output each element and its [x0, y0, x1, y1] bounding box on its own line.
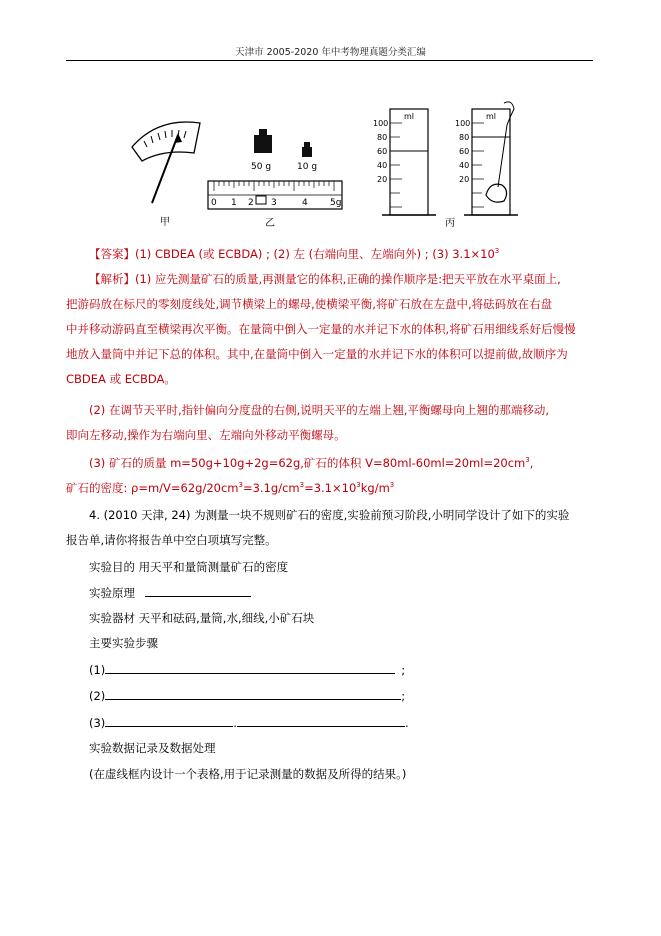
density-exp-4: 3 — [389, 481, 395, 489]
step-2-number: (2) — [89, 689, 106, 703]
cylinder2-tick-40: 40 — [459, 161, 470, 170]
label-yi: 乙 — [265, 218, 275, 229]
density-text-c: =3.1×10 — [304, 481, 357, 495]
question4-line-2: 报告单,请你将报告单中空白项填写完整。 — [66, 533, 277, 547]
experiment-purpose: 实验目的 用天平和量筒测量矿石的密度 — [89, 560, 289, 574]
step-2-end: ; — [401, 689, 406, 703]
step-1-end: ; — [401, 663, 406, 677]
label-jia: 甲 — [160, 217, 170, 228]
step-1-number: (1) — [89, 663, 106, 677]
step-2-blank[interactable] — [105, 688, 401, 700]
cylinder2-tick-20: 20 — [459, 175, 470, 184]
rider-scale-illustration — [208, 181, 342, 229]
cylinder1-tick-80: 80 — [377, 133, 388, 142]
weights-illustration — [251, 129, 317, 172]
analysis-line-3: 中并移动游码直至横梁再次平衡。在量筒中倒入一定量的水并记下水的体积,将矿石用细线系好后慢慢 — [66, 322, 576, 336]
analysis-line-2: 把游码放在标尺的零刻度线处,调节横梁上的螺母,使横梁平衡,将矿石放在左盘中,将砝码放在右盘 — [66, 297, 553, 311]
mass-volume-end: , — [529, 456, 534, 470]
cylinder-rock-illustration — [445, 102, 518, 229]
answer-label: 【答案】 — [89, 247, 135, 261]
cylinder1-tick-100: 100 — [373, 119, 389, 128]
header-divider — [66, 60, 593, 61]
cylinder2-tick-80: 80 — [459, 133, 470, 142]
answer-line — [89, 247, 499, 261]
cylinder1-unit: ml — [404, 112, 415, 121]
analysis-line-1 — [89, 272, 561, 286]
cylinder1-tick-60: 60 — [377, 147, 388, 156]
step-3-end: . — [404, 716, 409, 730]
density-text-a: 矿石的密度: ρ=m/V=62g/20cm — [66, 481, 239, 495]
density-exp-2: 3 — [299, 481, 305, 489]
analysis-line-8 — [89, 456, 533, 470]
ruler-tick-1: 1 — [231, 198, 237, 208]
steps-title: 主要实验步骤 — [89, 636, 158, 650]
step-1 — [89, 662, 405, 677]
experiment-principle — [89, 585, 251, 600]
density-text-d: kg/m — [360, 481, 390, 495]
principle-blank[interactable] — [145, 585, 251, 597]
analysis-text-1: (1) 应先测量矿石的质量,再测量它的体积,正确的操作顺序是:把天平放在水平桌面上, — [135, 272, 561, 286]
principle-label: 实验原理 — [89, 586, 135, 600]
density-text-b: =3.1g/cm — [242, 481, 300, 495]
cylinder1-tick-40: 40 — [377, 161, 388, 170]
cylinder2-unit: ml — [486, 112, 497, 121]
page-header-title: 天津市 2005-2020 年中考物理真题分类汇编 — [235, 47, 426, 58]
step-3 — [89, 715, 409, 730]
analysis-line-4: 地放入量筒中并记下总的体积。其中,在量筒中倒入一定量的水并记下水的体积可以提前做,故顺序为 — [66, 347, 568, 361]
density-exp-3: 3 — [356, 481, 361, 489]
cylinder-water-illustration — [373, 109, 436, 215]
weight-label-10g: 10 g — [297, 162, 318, 172]
cylinder2-tick-60: 60 — [459, 147, 470, 156]
question4-line-1: 4. (2010 天津, 24) 为测量一块不规则矿石的密度,实验前预习阶段,小明同学设计了如下的实验 — [89, 508, 570, 522]
answer-exponent: 3 — [494, 247, 500, 255]
label-bing: 丙 — [445, 218, 455, 229]
step-3-blank-a[interactable] — [105, 715, 233, 727]
analysis-line-7: 即向左移动,操作为右端向里、左端向外移动平衡螺母。 — [66, 428, 346, 442]
ruler-tick-4: 4 — [302, 198, 308, 208]
weight-label-50g: 50 g — [251, 162, 272, 172]
ruler-tick-3: 3 — [271, 198, 277, 208]
experiment-figure — [120, 95, 540, 235]
volume-exponent: 3 — [525, 456, 530, 464]
mass-volume-text: (3) 矿石的质量 m=50g+10g+2g=62g,矿石的体积 V=80ml-60ml=20ml=20cm — [89, 456, 526, 470]
analysis-label: 【解析】 — [89, 272, 135, 286]
balance-dial-illustration — [132, 122, 200, 228]
density-exp-1: 3 — [238, 481, 243, 489]
ruler-tick-0: 0 — [211, 198, 217, 208]
data-processing-title: 实验数据记录及数据处理 — [89, 741, 216, 755]
analysis-line-5: CBDEA 或 ECBDA。 — [66, 372, 176, 386]
ruler-tick-2: 2 — [248, 198, 254, 208]
step-3-blank-b[interactable] — [237, 715, 405, 727]
cylinder2-tick-100: 100 — [455, 119, 471, 128]
data-processing-note: (在虚线框内设计一个表格,用于记录测量的数据及所得的结果。) — [89, 767, 407, 781]
cylinder1-tick-20: 20 — [377, 175, 388, 184]
experiment-equipment: 实验器材 天平和砝码,量筒,水,细线,小矿石块 — [89, 611, 315, 625]
step-1-blank[interactable] — [105, 662, 395, 674]
ruler-tick-5g: 5g — [330, 198, 342, 208]
step-2 — [89, 688, 405, 703]
analysis-line-9 — [66, 481, 394, 495]
analysis-line-6: (2) 在调节天平时,指针偏向分度盘的右侧,说明天平的左端上翘,平衡螺母向上翘的那端移动, — [89, 403, 550, 417]
answer-text: (1) CBDEA (或 ECBDA) ; (2) 左 (右端向里、左端向外) ; (3) 3.1×10 — [135, 247, 495, 261]
step-3-number: (3) — [89, 716, 106, 730]
step-3-mid: . — [233, 716, 237, 730]
